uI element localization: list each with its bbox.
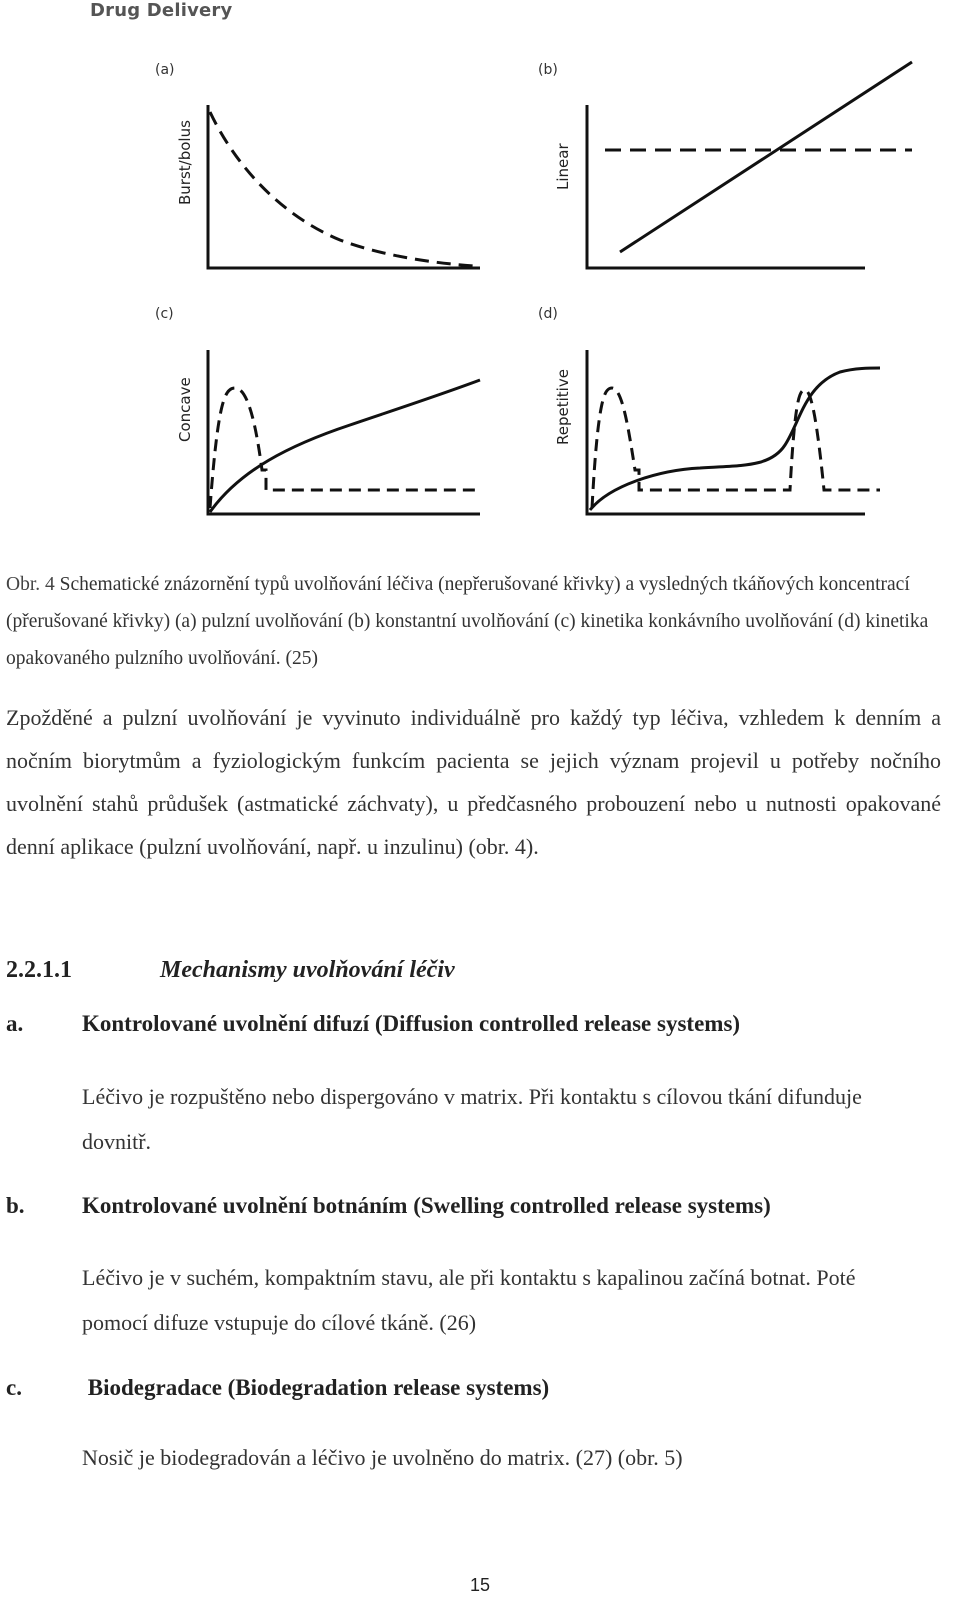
figure-caption-text: Schematické znázornění typů uvolňování léčiva (nepřerušované křivky) a vysledných tkáňových koncentrací (přerušované křivky) (a) pulzní uvolňování (b) konstantní uvolňování (c) kinetika konkávního uvolňování (d) kinetika opakovaného pulzního uvolňování. (25): [6, 574, 929, 669]
page-number: 15: [469, 1575, 491, 1595]
item-b-title: Kontrolované uvolnění botnáním (Swelling controlled release systems): [82, 1193, 771, 1218]
panel-b: [538, 62, 912, 268]
panel-b-ylabel: Linear: [554, 143, 572, 190]
panel-c-axes: [208, 350, 480, 514]
panel-b-tag: (b): [538, 62, 558, 78]
panel-a-tag: (a): [155, 62, 175, 78]
item-b-heading: [6, 1193, 771, 1219]
item-c-title: Biodegradace (Biodegradation release systems): [82, 1375, 550, 1400]
panel-b-release-line: [620, 62, 912, 252]
section-number: 2.2.1.1: [6, 957, 72, 983]
body-paragraph: Zpožděné a pulzní uvolňování je vyvinuto individuálně pro každý typ léčiva, vzhledem k denním a nočním biorytmům a fyziologickým funkcím pacienta se jejich význam projevil u potřeby nočního uvolnění stahů průdušek (astmatické záchvaty), u předčasného probouzení nebo u nutnosti opakované denní aplikace (pulzní uvolňování, např. u inzulinu) (obr. 4).: [6, 705, 941, 859]
panel-d-tissue-curve: [592, 388, 880, 508]
panel-a-axes: [208, 105, 480, 268]
panel-b-axes: [587, 105, 865, 268]
item-b-label: b.: [6, 1193, 25, 1218]
panel-c-ylabel: Concave: [176, 377, 194, 442]
panel-a: [155, 62, 480, 268]
panel-c-release-curve: [210, 380, 480, 512]
panel-c-tag: (c): [155, 306, 174, 322]
item-a-label: a.: [6, 1011, 24, 1036]
item-c-body: Nosič je biodegradován a léčivo je uvolněno do matrix. (27) (obr. 5): [82, 1445, 683, 1470]
item-a-heading: [6, 1011, 740, 1037]
section-heading: [6, 957, 455, 984]
item-c-heading: [6, 1375, 549, 1401]
panel-d: [538, 306, 880, 514]
figure-caption: [6, 566, 936, 677]
panel-c-tissue-curve: [210, 388, 480, 508]
section-title: Mechanismy uvolňování léčiv: [160, 957, 455, 983]
figure-svg: [140, 50, 930, 540]
journal-logo: Drug Delivery: [90, 0, 233, 21]
item-c-label: c.: [6, 1375, 22, 1400]
panel-c: [155, 306, 480, 514]
figure-caption-label: Obr. 4: [6, 574, 55, 595]
panel-a-tissue-curve: [210, 112, 475, 266]
panel-d-tag: (d): [538, 306, 558, 322]
panel-d-ylabel: Repetitive: [554, 369, 572, 445]
panel-a-ylabel: Burst/bolus: [176, 120, 194, 205]
release-kinetics-figure: [140, 50, 930, 540]
item-a-body: Léčivo je rozpuštěno nebo dispergováno v matrix. Při kontaktu s cílovou tkání difunduje dovnitř.: [82, 1084, 862, 1154]
item-a-title: Kontrolované uvolnění difuzí (Diffusion controlled release systems): [82, 1011, 741, 1036]
item-b-body: Léčivo je v suchém, kompaktním stavu, ale při kontaktu s kapalinou začíná botnat. Poté pomocí difuze vstupuje do cílové tkáně. (26): [82, 1265, 856, 1335]
